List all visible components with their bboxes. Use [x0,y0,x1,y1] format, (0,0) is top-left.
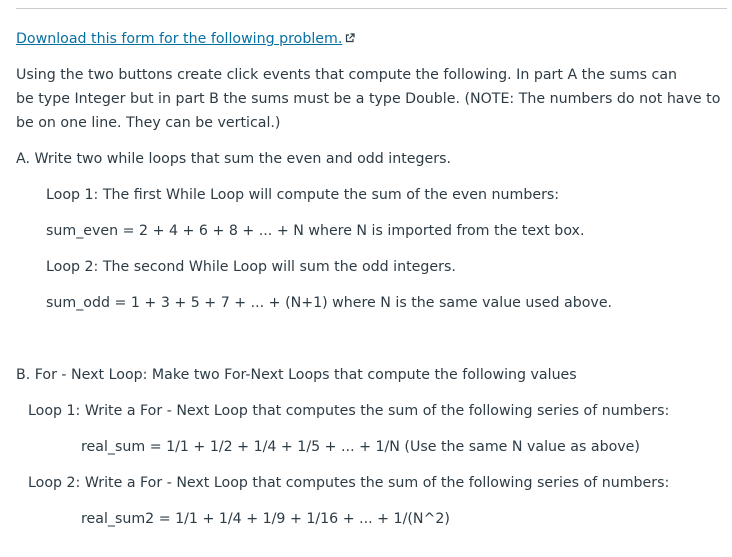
part-b-formula2: real_sum2 = 1/1 + 1/4 + 1/9 + 1/16 + ... + 1/(N^2) [81,511,450,527]
part-b-formula1: real_sum = 1/1 + 1/2 + 1/4 + 1/5 + ... + 1/N (Use the same N value as above) [81,439,640,455]
part-a-formula2: sum_odd = 1 + 3 + 5 + 7 + ... + (N+1) where N is the same value used above. [46,295,613,311]
part-a-heading: A. Write two while loops that sum the even and odd integers. [16,151,452,167]
horizontal-divider [16,8,727,9]
part-a-formula1: sum_even = 2 + 4 + 6 + 8 + ... + N where N is imported from the text box. [46,223,585,239]
part-a-loop2: Loop 2: The second While Loop will sum the odd integers. [46,259,456,275]
part-a-loop1: Loop 1: The first While Loop will compute the sum of the even numbers: [46,187,560,203]
part-b-heading: B. For - Next Loop: Make two For-Next Loops that compute the following values [16,367,577,383]
part-b-loop2: Loop 2: Write a For - Next Loop that computes the sum of the following series of numbers: [28,475,670,491]
intro-line-1: Using the two buttons create click events that compute the following. In part A the sums can [16,67,678,83]
part-b-loop1: Loop 1: Write a For - Next Loop that computes the sum of the following series of numbers: [28,403,670,419]
external-link-icon [345,27,355,51]
download-form-link[interactable]: Download this form for the following problem. [16,31,343,47]
intro-line-2: be type Integer but in part B the sums must be a type Double. (NOTE: The numbers do not have to [16,91,721,107]
download-link-row [16,27,355,51]
intro-line-3: be on one line. They can be vertical.) [16,115,281,131]
